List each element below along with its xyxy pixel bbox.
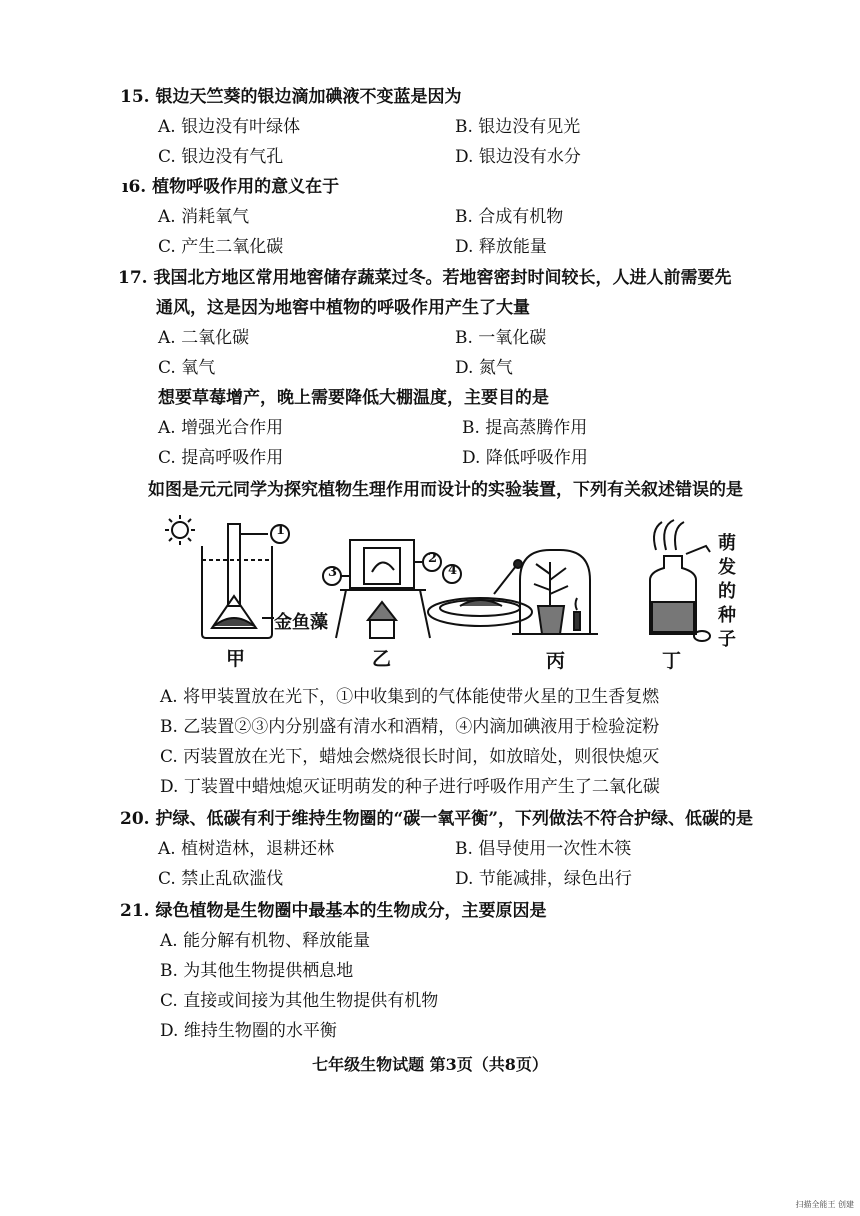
- seed-char-5: 子: [718, 629, 736, 650]
- seed-char-1: 萌: [718, 533, 736, 554]
- label-jia: 甲: [226, 648, 246, 670]
- seed-char-2: 发: [718, 557, 736, 578]
- q20-stem: 20. 护绿、低碳有利于维持生物圈的“碳一氧平衡”，下列做法不符合护绿、低碳的是: [120, 809, 754, 829]
- q17-stem-line1: 17. 我国北方地区常用地窖储存蔬菜过冬。若地窖密封时间较长，人进人前需要先: [118, 268, 732, 288]
- q18-option-d: D. 降低呼吸作用: [462, 448, 588, 468]
- label-number-3: 3: [328, 565, 338, 580]
- q17-option-c: C. 氧气: [158, 358, 216, 378]
- q15-option-a: A. 银边没有叶绿体: [158, 117, 301, 137]
- apparatus-bing: [512, 550, 598, 634]
- q17-option-d: D. 氮气: [455, 358, 513, 378]
- q18-option-a: A. 增强光合作用: [158, 418, 284, 438]
- label-germinating-seeds: [718, 532, 742, 652]
- q15-option-c: C. 银边没有气孔: [158, 147, 284, 167]
- q19-option-b: B. 乙装置②③内分别盛有清水和酒精，④内滴加碘液用于检验淀粉: [160, 717, 660, 737]
- q15-option-d: D. 银边没有水分: [455, 147, 581, 167]
- apparatus-jia: [202, 524, 274, 638]
- q16-option-c: C. 产生二氧化碳: [158, 237, 284, 257]
- q20-option-a: A. 植树造林，退耕还林: [158, 839, 335, 859]
- label-number-1: 1: [276, 523, 286, 538]
- label-yi: 乙: [372, 648, 392, 670]
- label-number-2: 2: [428, 551, 438, 566]
- apparatus-yi: [336, 540, 430, 638]
- label-number-4: 4: [448, 563, 458, 578]
- q16-option-d: D. 释放能量: [455, 237, 547, 257]
- label-goldfish-weed: 金鱼藻: [274, 612, 328, 633]
- q16-option-b: B. 合成有机物: [455, 207, 564, 227]
- sun-icon: [165, 515, 195, 545]
- q21-option-b: B. 为其他生物提供栖息地: [160, 961, 354, 981]
- q21-option-d: D. 维持生物圈的水平衡: [160, 1021, 337, 1041]
- scanner-watermark: 扫描全能王 创建: [795, 1200, 854, 1209]
- page-footer: 七年级生物试题 第3页（共8页）: [312, 1055, 548, 1074]
- q16-stem: ı6. 植物呼吸作用的意义在于: [122, 177, 340, 197]
- q21-stem: 21. 绿色植物是生物圈中最基本的生物成分，主要原因是: [120, 901, 547, 921]
- q17-option-a: A. 二氧化碳: [158, 328, 250, 348]
- q18-stem: 想要草莓增产，晚上需要降低大棚温度，主要目的是: [158, 388, 549, 408]
- experiment-figure: [150, 510, 780, 680]
- q17-option-b: B. 一氧化碳: [455, 328, 547, 348]
- label-bing: 丙: [546, 650, 566, 672]
- q19-option-a: A. 将甲装置放在光下，①中收集到的气体能使带火星的卫生香复燃: [160, 687, 660, 707]
- seed-char-4: 种: [718, 605, 736, 626]
- q20-option-b: B. 倡导使用一次性木筷: [455, 839, 632, 859]
- label-ding: 丁: [662, 650, 682, 672]
- q17-stem-line2: 通风，这是因为地窖中植物的呼吸作用产生了大量: [156, 298, 530, 318]
- q19-option-c: C. 丙装置放在光下，蜡烛会燃烧很长时间，如放暗处，则很快熄灭: [160, 747, 660, 767]
- q18-option-c: C. 提高呼吸作用: [158, 448, 284, 468]
- q20-option-c: C. 禁止乱砍滥伐: [158, 869, 284, 889]
- apparatus-ding: [650, 520, 710, 641]
- q19-stem: 如图是元元同学为探究植物生理作用而设计的实验装置，下列有关叙述错误的是: [148, 480, 743, 500]
- q15-stem: 15. 银边天竺葵的银边滴加碘液不变蓝是因为: [120, 87, 462, 107]
- q19-option-d: D. 丁装置中蜡烛熄灭证明萌发的种子进行呼吸作用产生了二氧化碳: [160, 777, 660, 797]
- q21-option-a: A. 能分解有机物、释放能量: [160, 931, 371, 951]
- q15-option-b: B. 银边没有见光: [455, 117, 581, 137]
- q16-option-a: A. 消耗氧气: [158, 207, 250, 227]
- q20-option-d: D. 节能减排，绿色出行: [455, 869, 632, 889]
- seed-char-3: 的: [718, 581, 736, 602]
- q18-option-b: B. 提高蒸腾作用: [462, 418, 588, 438]
- q21-option-c: C. 直接或间接为其他生物提供有机物: [160, 991, 439, 1011]
